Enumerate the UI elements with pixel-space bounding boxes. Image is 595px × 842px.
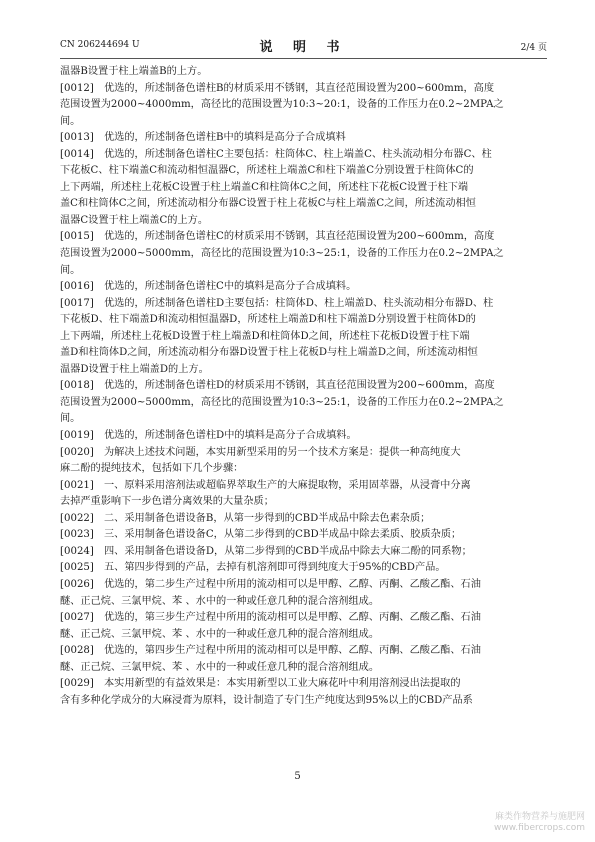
line-text: 醚、正己烷、三氯甲烷、苯 、水中的一种或任意几种的混合溶剂组成。 xyxy=(60,661,380,673)
paragraph-number: [0024] xyxy=(60,545,94,557)
line-text: 温器C设置于柱上端盖C的上方。 xyxy=(60,214,209,226)
line-text: 含有多种化学成分的大麻浸膏为原料，设计制造了专门生产纯度达到95%以上的CBD产品系 xyxy=(60,694,473,706)
text-line xyxy=(60,64,547,81)
text-line xyxy=(60,494,547,511)
line-text: 间。 xyxy=(60,413,81,425)
line-text: 间。 xyxy=(60,115,81,127)
text-line xyxy=(60,544,547,561)
paragraph-number: [0025] xyxy=(60,562,94,574)
paragraph-number: [0023] xyxy=(60,529,94,541)
paragraph-number: [0018] xyxy=(60,380,94,392)
line-text: 醚、正己烷、三氯甲烷、苯 、水中的一种或任意几种的混合溶剂组成。 xyxy=(60,595,380,607)
text-line xyxy=(60,461,547,478)
line-text: 间。 xyxy=(60,264,81,276)
paragraph-number: [0026] xyxy=(60,578,94,590)
text-line xyxy=(60,660,547,677)
document-title: 说 明 书 xyxy=(259,40,348,55)
line-text: 麻二酚的提纯技术，包括如下几个步骤： xyxy=(60,463,244,475)
line-text: 下花板C、柱下端盖C和流动相恒温器C，所述柱上端盖C和柱下端盖C分别设置于柱筒体C的 xyxy=(60,165,474,177)
line-text: 优选的，第四步生产过程中所用的流动相可以是甲醇、乙醇、丙酮、乙酸乙酯、石油 xyxy=(104,645,481,657)
text-line xyxy=(60,594,547,611)
text-line xyxy=(60,114,547,131)
paragraph-number: [0015] xyxy=(60,231,94,243)
line-text: 去掉严重影响下一步色谱分离效果的大量杂质； xyxy=(60,496,274,508)
watermark xyxy=(494,812,585,834)
line-text: 温器D设置于柱上端盖D的上方。 xyxy=(60,363,209,375)
line-text: 优选的，所述制备色谱柱B中的填料是高分子合成填料 xyxy=(104,132,346,144)
text-line xyxy=(60,329,547,346)
paragraph-number: [0019] xyxy=(60,430,94,442)
page-count: 2/4 页 xyxy=(520,43,547,53)
line-text: 上下两端，所述柱上花板C设置于柱上端盖C和柱筒体C之间，所述柱下花板C设置于柱下端 xyxy=(60,181,469,193)
page-number: 5 xyxy=(294,771,301,782)
line-text: 下花板D、柱下端盖D和流动相恒温器D，所述柱上端盖D和柱下端盖D分别设置于柱筒体D的 xyxy=(60,314,476,326)
page-header xyxy=(60,36,547,59)
watermark-url: www.fibercrops.com xyxy=(494,823,585,833)
line-text: 二、采用制备色谱设备B，从第一步得到的CBD半成品中除去色素杂质； xyxy=(104,512,431,524)
text-line xyxy=(60,180,547,197)
line-text: 盖C和柱筒体C之间，所述流动相分布器C设置于柱上花板C与柱上端盖C之间，所述流动相恒 xyxy=(60,198,476,210)
text-line xyxy=(60,229,547,246)
paragraph-number: [0027] xyxy=(60,612,94,624)
text-line xyxy=(60,693,547,710)
text-line xyxy=(60,345,547,362)
line-text: 范围设置为2000~5000mm，高径比的范围设置为10:3~25:1，设备的工作压力在0.2~2MPA之 xyxy=(60,396,504,408)
paragraph-number: [0028] xyxy=(60,645,94,657)
line-text: 温器B设置于柱上端盖B的上方。 xyxy=(60,66,208,77)
text-line xyxy=(60,196,547,213)
line-text: 优选的，所述制备色谱柱C主要包括：柱筒体C、柱上端盖C、柱头流动相分布器C、柱 xyxy=(104,148,492,160)
line-text: 四、采用制备色谱设备D，从第二步得到的CBD半成品中除去大麻二酚的同系物； xyxy=(104,545,472,557)
line-text: 优选的，所述制备色谱柱D主要包括：柱筒体D、柱上端盖D、柱头流动相分布器D、柱 xyxy=(104,297,494,309)
watermark-site-name: 麻类作物营养与施肥网 xyxy=(494,812,585,822)
text-line xyxy=(60,643,547,660)
text-line xyxy=(60,676,547,693)
paragraph-number: [0021] xyxy=(60,479,94,491)
line-text: 为解决上述技术问题，本实用新型采用的另一个技术方案是：提供一种高纯度大 xyxy=(104,446,461,458)
text-line xyxy=(60,312,547,329)
line-text: 优选的，所述制备色谱柱D的材质采用不锈钢，其直径范围设置为200~600mm，高度 xyxy=(104,380,495,392)
document-number: CN 206244694 U xyxy=(60,40,140,50)
text-line xyxy=(60,296,547,313)
text-line xyxy=(60,163,547,180)
text-line xyxy=(60,527,547,544)
text-line xyxy=(60,428,547,445)
paragraph-number: [0029] xyxy=(60,678,94,690)
text-line xyxy=(60,445,547,462)
line-text: 盖D和柱筒体D之间，所述流动相分布器D设置于柱上花板D与柱上端盖D之间，所述流动相恒 xyxy=(60,347,478,359)
line-text: 本实用新型的有益效果是：本实用新型以工业大麻花叶中利用溶剂浸出法提取的 xyxy=(104,678,461,690)
line-text: 三、采用制备色谱设备C，从第二步得到的CBD半成品中除去柔质、胶质杂质； xyxy=(104,529,462,541)
line-text: 五、第四步得到的产品，去掉有机溶剂即可得到纯度大于95%的CBD产品。 xyxy=(104,562,446,574)
paragraph-number: [0020] xyxy=(60,446,94,458)
line-text: 优选的，所述制备色谱柱D中的填料是高分子合成填料。 xyxy=(104,430,357,442)
paragraph-number: [0016] xyxy=(60,281,94,293)
text-line xyxy=(60,147,547,164)
document-body xyxy=(60,64,547,709)
line-text: 范围设置为2000~5000mm，高径比的范围设置为10:3~25:1，设备的工作压力在0.2~2MPA之 xyxy=(60,248,504,260)
text-line xyxy=(60,511,547,528)
text-line xyxy=(60,279,547,296)
text-line xyxy=(60,577,547,594)
paragraph-number: [0013] xyxy=(60,132,94,144)
text-line xyxy=(60,130,547,147)
text-line xyxy=(60,378,547,395)
paragraph-number: [0012] xyxy=(60,82,94,94)
line-text: 优选的，第三步生产过程中所用的流动相可以是甲醇、乙醇、丙酮、乙酸乙酯、石油 xyxy=(104,612,481,624)
line-text: 上下两端，所述柱上花板D设置于柱上端盖D和柱筒体D之间，所述柱下花板D设置于柱下端 xyxy=(60,330,470,342)
text-line xyxy=(60,97,547,114)
line-text: 优选的，所述制备色谱柱C的材质采用不锈钢，其直径范围设置为200~600mm，高度 xyxy=(104,231,495,243)
text-line xyxy=(60,395,547,412)
text-line xyxy=(60,263,547,280)
paragraph-number: [0017] xyxy=(60,297,94,309)
text-line xyxy=(60,627,547,644)
text-line xyxy=(60,246,547,263)
text-line xyxy=(60,610,547,627)
line-text: 醚、正己烷、三氯甲烷、苯 、水中的一种或任意几种的混合溶剂组成。 xyxy=(60,628,380,640)
paragraph-number: [0014] xyxy=(60,148,94,160)
text-line xyxy=(60,362,547,379)
text-line xyxy=(60,478,547,495)
line-text: 优选的，第二步生产过程中所用的流动相可以是甲醇、乙醇、丙酮、乙酸乙酯、石油 xyxy=(104,578,481,590)
text-line xyxy=(60,213,547,230)
line-text: 优选的，所述制备色谱柱B的材质采用不锈钢，其直径范围设置为200~600mm，高度 xyxy=(104,82,495,94)
line-text: 优选的，所述制备色谱柱C中的填料是高分子合成填料。 xyxy=(104,281,357,293)
line-text: 范围设置为2000~4000mm，高径比的范围设置为10:3~20:1，设备的工作压力在0.2~2MPA之 xyxy=(60,99,504,111)
text-line xyxy=(60,81,547,98)
text-line xyxy=(60,411,547,428)
line-text: 一、原料采用溶剂法或超临界萃取生产的大麻提取物，采用固萃器，从浸膏中分离 xyxy=(104,479,471,491)
paragraph-number: [0022] xyxy=(60,512,94,524)
text-line xyxy=(60,560,547,577)
